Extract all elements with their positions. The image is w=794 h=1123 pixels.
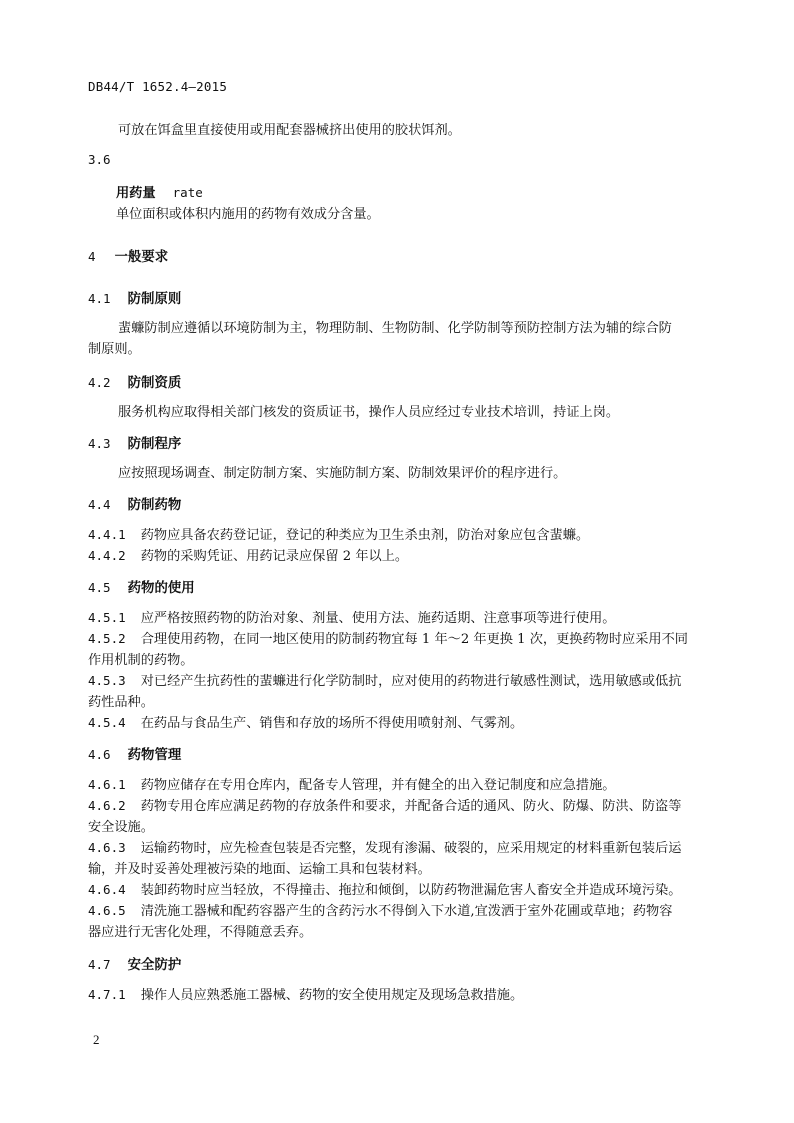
item-text: 药物应具备农药登记证，登记的种类应为卫生杀虫剂，防治对象应包含蜚蠊。 [140, 528, 590, 543]
item-number: 4.4.2 [88, 548, 126, 563]
section-title: 防制程序 [127, 437, 182, 452]
section-heading-4-4 [88, 494, 181, 513]
list-item-4-7-1 [88, 984, 523, 1003]
list-item-4-4-2 [88, 545, 408, 564]
item-number: 4.7.1 [88, 987, 126, 1002]
list-item-4-6-4 [88, 879, 681, 898]
list-item-4-6-1 [88, 774, 615, 793]
item-text: 操作人员应熟悉施工器械、药物的安全使用规定及现场急救措施。 [140, 988, 524, 1003]
section-heading-4-7 [88, 954, 181, 973]
list-item-4-5-2 [88, 628, 688, 647]
section-heading-4-2 [88, 372, 181, 391]
paragraph-bait-gel: 可放在饵盒里直接使用或用配套器械挤出使用的胶状饵剂。 [118, 123, 461, 138]
clause-number-3-6: 3.6 [88, 152, 111, 167]
section-title: 安全防护 [127, 958, 182, 973]
list-item-4-5-3 [88, 670, 681, 689]
section-title: 药物的使用 [127, 581, 195, 596]
list-item-4-6-5 [88, 900, 672, 919]
section-title: 防制药物 [127, 498, 182, 513]
section-number: 4.7 [88, 957, 111, 972]
section-title: 防制原则 [127, 292, 182, 307]
section-number: 4.1 [88, 291, 111, 306]
section-title: 一般要求 [114, 250, 169, 265]
item-number: 4.5.2 [88, 631, 126, 646]
item-text: 合理使用药物，在同一地区使用的防制药物宜每 1 年～2 年更换 1 次，更换药物时应采用不同 [140, 632, 688, 647]
section-number: 4 [88, 249, 96, 264]
item-text: 运输药物时，应先检查包装是否完整，发现有渗漏、破裂的，应采用规定的材料重新包装后运 [140, 841, 682, 856]
item-number: 4.5.3 [88, 673, 126, 688]
item-continuation: 安全设施。 [88, 820, 154, 835]
paragraph-line: 应按照现场调查、制定防制方案、实施防制方案、防制效果评价的程序进行。 [118, 466, 567, 481]
section-heading-4-3 [88, 433, 181, 452]
term-line [116, 182, 203, 201]
item-text: 在药品与食品生产、销售和存放的场所不得使用喷射剂、气雾剂。 [140, 716, 524, 731]
item-number: 4.6.1 [88, 777, 126, 792]
item-number: 4.5.4 [88, 715, 126, 730]
paragraph-line: 服务机构应取得相关部门核发的资质证书，操作人员应经过专业技术培训，持证上岗。 [118, 405, 620, 420]
section-number: 4.3 [88, 436, 111, 451]
item-number: 4.4.1 [88, 527, 126, 542]
section-title: 防制资质 [127, 376, 182, 391]
term-definition: 单位面积或体积内施用的药物有效成分含量。 [116, 207, 380, 222]
list-item-4-4-1 [88, 524, 589, 543]
term-chinese: 用药量 [116, 186, 156, 201]
item-text: 清洗施工器械和配药容器产生的含药污水不得倒入下水道,宜泼洒于室外花圃或草地；药物容 [140, 904, 673, 919]
item-text: 药物的采购凭证、用药记录应保留 2 年以上。 [140, 549, 409, 564]
section-number: 4.2 [88, 375, 111, 390]
item-text: 装卸药物时应当轻放，不得撞击、拖拉和倾倒，以防药物泄漏危害人畜安全并造成环境污染。 [140, 883, 682, 898]
paragraph-line: 制原则。 [88, 342, 141, 357]
term-english: rate [172, 185, 203, 200]
section-heading-4-1 [88, 288, 181, 307]
section-number: 4.4 [88, 497, 111, 512]
list-item-4-6-2 [88, 795, 681, 814]
item-number: 4.6.5 [88, 903, 126, 918]
page-number: 2 [93, 1032, 100, 1047]
list-item-4-5-1 [88, 607, 615, 626]
section-heading-4 [88, 246, 168, 265]
section-heading-4-5 [88, 577, 195, 596]
item-text: 应严格按照药物的防治对象、剂量、使用方法、施药适期、注意事项等进行使用。 [140, 611, 616, 626]
item-number: 4.5.1 [88, 610, 126, 625]
document-code: DB44/T 1652.4—2015 [88, 79, 228, 94]
item-text: 对已经产生抗药性的蜚蠊进行化学防制时，应对使用的药物进行敏感性测试，选用敏感或低抗 [140, 674, 682, 689]
section-number: 4.5 [88, 580, 111, 595]
item-continuation: 作用机制的药物。 [88, 653, 194, 668]
item-continuation: 输，并及时妥善处理被污染的地面、运输工具和包装材料。 [88, 862, 431, 877]
section-number: 4.6 [88, 747, 111, 762]
item-number: 4.6.2 [88, 798, 126, 813]
list-item-4-6-3 [88, 837, 681, 856]
item-number: 4.6.4 [88, 882, 126, 897]
section-title: 药物管理 [127, 748, 182, 763]
item-text: 药物应储存在专用仓库内，配备专人管理，并有健全的出入登记制度和应急措施。 [140, 778, 616, 793]
list-item-4-5-4 [88, 712, 523, 731]
paragraph-line: 蜚蠊防制应遵循以环境防制为主，物理防制、生物防制、化学防制等预防控制方法为辅的综合防 [118, 321, 672, 336]
item-continuation: 器应进行无害化处理，不得随意丢弃。 [88, 925, 313, 940]
item-continuation: 药性品种。 [88, 695, 154, 710]
item-number: 4.6.3 [88, 840, 126, 855]
section-heading-4-6 [88, 744, 181, 763]
item-text: 药物专用仓库应满足药物的存放条件和要求，并配备合适的通风、防火、防爆、防洪、防盗等 [140, 799, 682, 814]
